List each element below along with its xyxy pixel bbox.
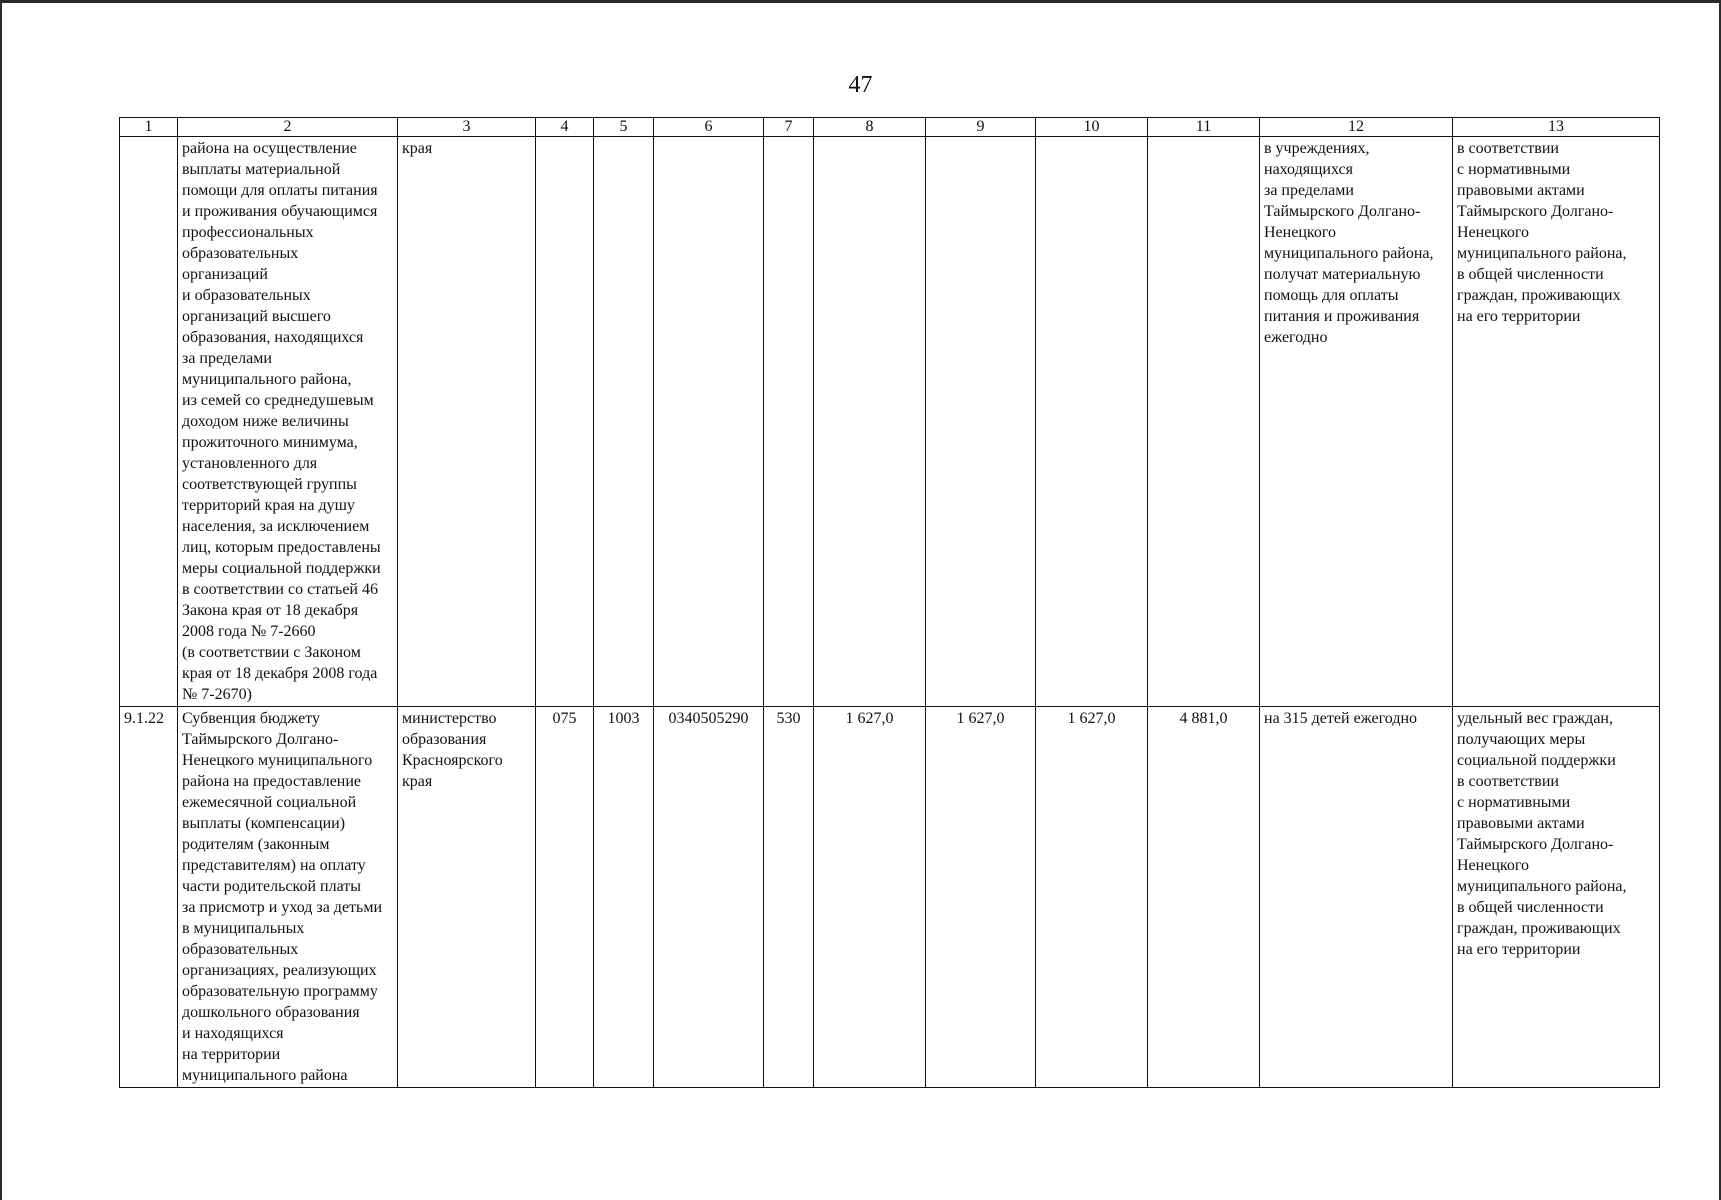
text-line: муниципального района, <box>1457 878 1627 895</box>
text-line: 2008 года № 7-2660 <box>182 623 316 640</box>
text-line: образовательных <box>182 245 299 262</box>
text-line: образования, находящихся <box>182 329 364 346</box>
expense-type-cell: 530 <box>764 707 814 1088</box>
section-code-cell <box>594 137 654 707</box>
column-header: 13 <box>1453 118 1660 137</box>
amount-year3-cell <box>1036 137 1148 707</box>
text-line: с нормативными <box>1457 161 1571 178</box>
text-line: установленного для <box>182 455 318 472</box>
text-line: меры социальной поддержки <box>182 560 381 577</box>
column-header: 11 <box>1148 118 1260 137</box>
text-line: организациях, реализующих <box>182 962 377 979</box>
column-header: 10 <box>1036 118 1148 137</box>
text-line: Таймырского Долгано- <box>182 731 339 748</box>
text-line: в общей численности <box>1457 899 1604 916</box>
text-line: края <box>402 773 433 790</box>
column-header: 1 <box>120 118 178 137</box>
text-line: в соответствии <box>1457 140 1559 157</box>
text-line: Таймырского Долгано- <box>1264 203 1421 220</box>
column-header: 8 <box>814 118 926 137</box>
text-line: территорий края на душу <box>182 497 355 514</box>
description-cell <box>178 707 398 1088</box>
text-line: находящихся <box>1264 161 1353 178</box>
text-line: и проживания обучающимся <box>182 203 378 220</box>
column-header: 3 <box>398 118 536 137</box>
text-line: министерство <box>402 710 497 727</box>
amount-year2-cell: 1 627,0 <box>926 707 1036 1088</box>
expense-type-cell <box>764 137 814 707</box>
text-line: Ненецкого <box>1264 224 1337 241</box>
column-header: 6 <box>654 118 764 137</box>
expected-result-cell <box>1260 707 1453 1088</box>
text-line: в общей численности <box>1457 266 1604 283</box>
text-line: правовыми актами <box>1457 182 1585 199</box>
column-header: 9 <box>926 118 1036 137</box>
text-line: Таймырского Долгано- <box>1457 836 1614 853</box>
amount-total-cell: 4 881,0 <box>1148 707 1260 1088</box>
text-line: (в соответствии с Законом <box>182 644 361 661</box>
text-line: района на предоставление <box>182 773 362 790</box>
text-line: социальной поддержки <box>1457 752 1616 769</box>
indicator-cell <box>1453 137 1660 707</box>
text-line: за пределами <box>1264 182 1354 199</box>
text-line: населения, за исключением <box>182 518 370 535</box>
gr-code-cell: 075 <box>536 707 594 1088</box>
text-line: муниципального района, <box>1457 245 1627 262</box>
gr-code-cell <box>536 137 594 707</box>
text-line: из семей со среднедушевым <box>182 392 374 409</box>
text-line: на его территории <box>1457 308 1581 325</box>
text-line: помощи для оплаты питания <box>182 182 378 199</box>
text-line: Ненецкого <box>1457 224 1530 241</box>
text-line: дошкольного образования <box>182 1004 360 1021</box>
item-number-cell: 9.1.22 <box>120 707 178 1088</box>
text-line: организаций <box>182 266 268 283</box>
administrator-cell <box>398 137 536 707</box>
scan-border-left <box>0 0 2 1200</box>
text-line: доходом ниже величины <box>182 413 349 430</box>
text-line: № 7-2670) <box>182 686 252 703</box>
description-cell <box>178 137 398 707</box>
text-line: организаций высшего <box>182 308 331 325</box>
text-line: за пределами <box>182 350 272 367</box>
text-line: Субвенция бюджету <box>182 710 320 727</box>
text-line: удельный вес граждан, <box>1457 710 1613 727</box>
table-row <box>120 707 1660 1088</box>
text-line: края <box>402 140 433 157</box>
text-line: Закона края от 18 декабря <box>182 602 359 619</box>
text-line: Красноярского <box>402 752 503 769</box>
target-code-cell: 0340505290 <box>654 707 764 1088</box>
item-number-cell <box>120 137 178 707</box>
text-line: ежемесячной социальной <box>182 794 357 811</box>
text-line: района на осуществление <box>182 140 357 157</box>
column-header: 4 <box>536 118 594 137</box>
text-line: образовательных <box>182 941 299 958</box>
text-line: образования <box>402 731 487 748</box>
amount-year3-cell: 1 627,0 <box>1036 707 1148 1088</box>
text-line: получающих меры <box>1457 731 1586 748</box>
text-line: Таймырского Долгано- <box>1457 203 1614 220</box>
header-row <box>120 118 1660 137</box>
column-header: 5 <box>594 118 654 137</box>
text-line: части родительской платы <box>182 878 362 895</box>
text-line: помощь для оплаты <box>1264 287 1399 304</box>
amount-total-cell <box>1148 137 1260 707</box>
text-line: и образовательных <box>182 287 311 304</box>
text-line: граждан, проживающих <box>1457 920 1621 937</box>
text-line: граждан, проживающих <box>1457 287 1621 304</box>
table-row <box>120 137 1660 707</box>
section-code-cell: 1003 <box>594 707 654 1088</box>
amount-year2-cell <box>926 137 1036 707</box>
text-line: и находящихся <box>182 1025 284 1042</box>
text-line: муниципального района, <box>182 371 352 388</box>
amount-year1-cell: 1 627,0 <box>814 707 926 1088</box>
text-line: питания и проживания <box>1264 308 1420 325</box>
text-line: за присмотр и уход за детьми <box>182 899 383 916</box>
expected-result-cell <box>1260 137 1453 707</box>
column-header: 7 <box>764 118 814 137</box>
text-line: в учреждениях, <box>1264 140 1370 157</box>
scan-border-top <box>0 0 1721 3</box>
text-line: на территории <box>182 1046 281 1063</box>
amount-year1-cell <box>814 137 926 707</box>
text-line: соответствующей группы <box>182 476 357 493</box>
text-line: выплаты (компенсации) <box>182 815 346 832</box>
administrator-cell <box>398 707 536 1088</box>
text-line: правовыми актами <box>1457 815 1585 832</box>
column-header: 2 <box>178 118 398 137</box>
text-line: Ненецкого муниципального <box>182 752 373 769</box>
text-line: муниципального района <box>182 1067 348 1084</box>
text-line: получат материальную <box>1264 266 1421 283</box>
text-line: лиц, которым предоставлены <box>182 539 381 556</box>
column-header: 12 <box>1260 118 1453 137</box>
text-line: в соответствии со статьей 46 <box>182 581 378 598</box>
text-line: выплаты материальной <box>182 161 341 178</box>
text-line: края от 18 декабря 2008 года <box>182 665 378 682</box>
budget-table <box>119 117 1660 1088</box>
indicator-cell <box>1453 707 1660 1088</box>
text-line: образовательную программу <box>182 983 378 1000</box>
text-line: муниципального района, <box>1264 245 1434 262</box>
text-line: представителям) на оплату <box>182 857 366 874</box>
text-line: в муниципальных <box>182 920 305 937</box>
page-number: 47 <box>848 72 873 98</box>
text-line: на его территории <box>1457 941 1581 958</box>
text-line: в соответствии <box>1457 773 1559 790</box>
text-line: ежегодно <box>1264 329 1328 346</box>
target-code-cell <box>654 137 764 707</box>
text-line: с нормативными <box>1457 794 1571 811</box>
text-line: Ненецкого <box>1457 857 1530 874</box>
text-line: на 315 детей ежегодно <box>1264 710 1418 727</box>
text-line: родителям (законным <box>182 836 330 853</box>
text-line: прожиточного минимума, <box>182 434 358 451</box>
text-line: профессиональных <box>182 224 314 241</box>
